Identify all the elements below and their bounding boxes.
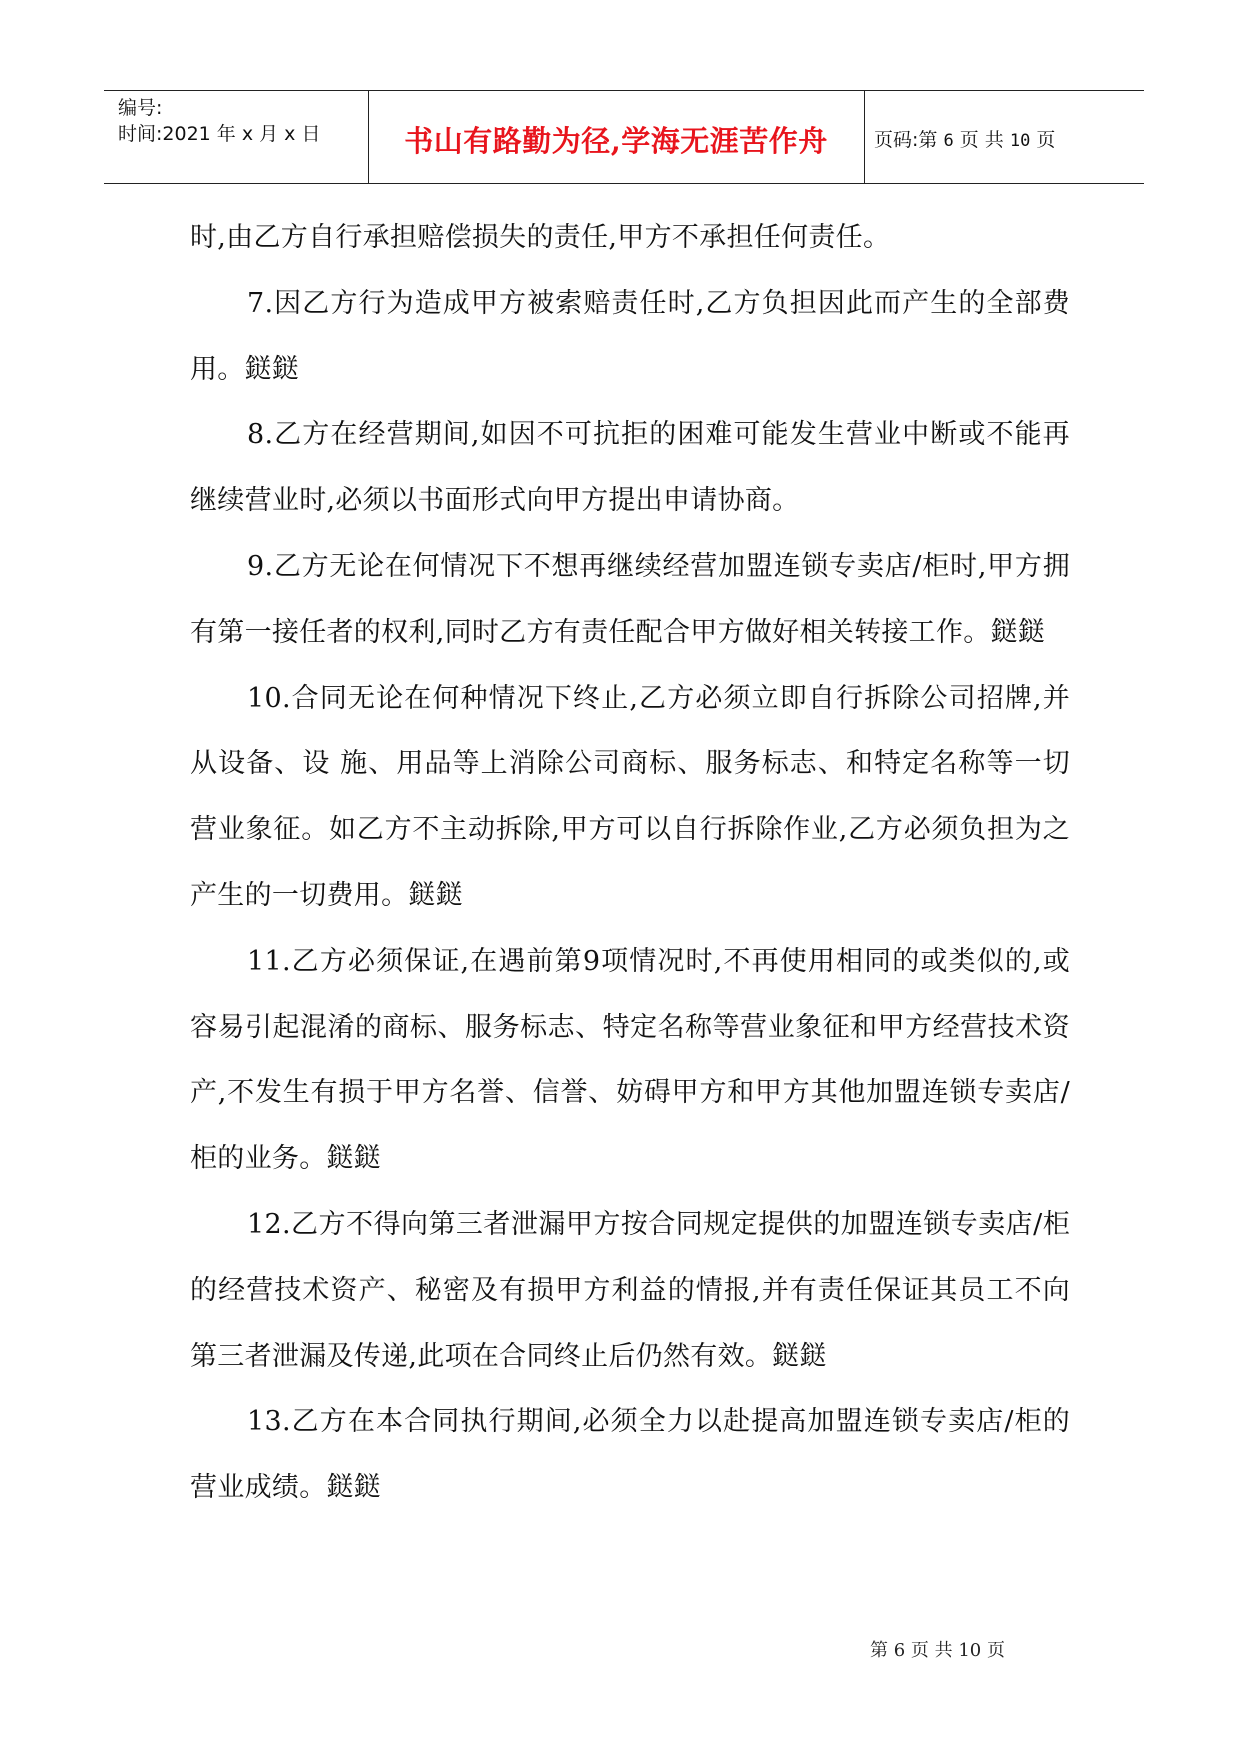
page-header [104, 90, 1144, 184]
page-mid: 页 共 [953, 129, 1010, 151]
paragraph-clause-10: 10.合同无论在何种情况下终止,乙方必须立即自行拆除公司招牌,并从设备、设 施、用品等上消除公司商标、服务标志、和特定名称等一切营业象征。如乙方不主动拆除,甲方可以自行拆除作业,乙方必须负担为之产生的一切费用。鎹鎹 [190, 682, 1070, 911]
header-page-cell [864, 91, 1144, 183]
header-page-info [874, 125, 1055, 152]
paragraph-clause-13: 13.乙方在本合同执行期间,必须全力以赴提高加盟连锁专卖店/柜的营业成绩。鎹鎹 [190, 1406, 1070, 1504]
header-motto: 书山有路勤为径,学海无涯苦作舟 [404, 124, 828, 158]
document-number-label: 编号: [118, 97, 163, 119]
page-suffix: 页 [1030, 129, 1056, 151]
paragraph-clause-7: 7.因乙方行为造成甲方被索赔责任时,乙方负担因此而产生的全部费用。鎹鎹 [190, 287, 1070, 385]
paragraph-clause-8: 8.乙方在经营期间,如因不可抗拒的困难可能发生营业中断或不能再继续营业时,必须以书面形式向甲方提出申请协商。 [190, 419, 1070, 517]
page-number: 6 [943, 131, 954, 151]
header-meta-cell [104, 91, 369, 183]
header-motto-cell [368, 91, 865, 183]
paragraph-clause-12: 12.乙方不得向第三者泄漏甲方按合同规定提供的加盟连锁专卖店/柜的经营技术资产、秘密及有损甲方利益的情报,并有责任保证其员工不向第三者泄漏及传递,此项在合同终止后仍然有效。鎹鎹 [190, 1208, 1070, 1372]
paragraph-clause-11: 11.乙方必须保证,在遇前第9项情况时,不再使用相同的或类似的,或容易引起混淆的商标、服务标志、特定名称等营业象征和甲方经营技术资产,不发生有损于甲方名誉、信誉、妨碍甲方和甲方其他加盟连锁专卖店/柜的业务。鎹鎹 [190, 945, 1070, 1175]
document-body [190, 205, 1070, 1521]
document-time-label: 时间:2021 年 x 月 x 日 [118, 123, 321, 145]
page-footer: 第 6 页 共 10 页 [870, 1640, 1005, 1661]
page-total: 10 [1009, 131, 1031, 151]
page-prefix: 页码:第 [874, 129, 944, 151]
paragraph-continuation: 时,由乙方自行承担赔偿损失的责任,甲方不承担任何责任。 [190, 222, 891, 253]
paragraph-clause-9: 9.乙方无论在何情况下不想再继续经营加盟连锁专卖店/柜时,甲方拥有第一接任者的权利,同时乙方有责任配合甲方做好相关转接工作。鎹鎹 [190, 550, 1070, 648]
